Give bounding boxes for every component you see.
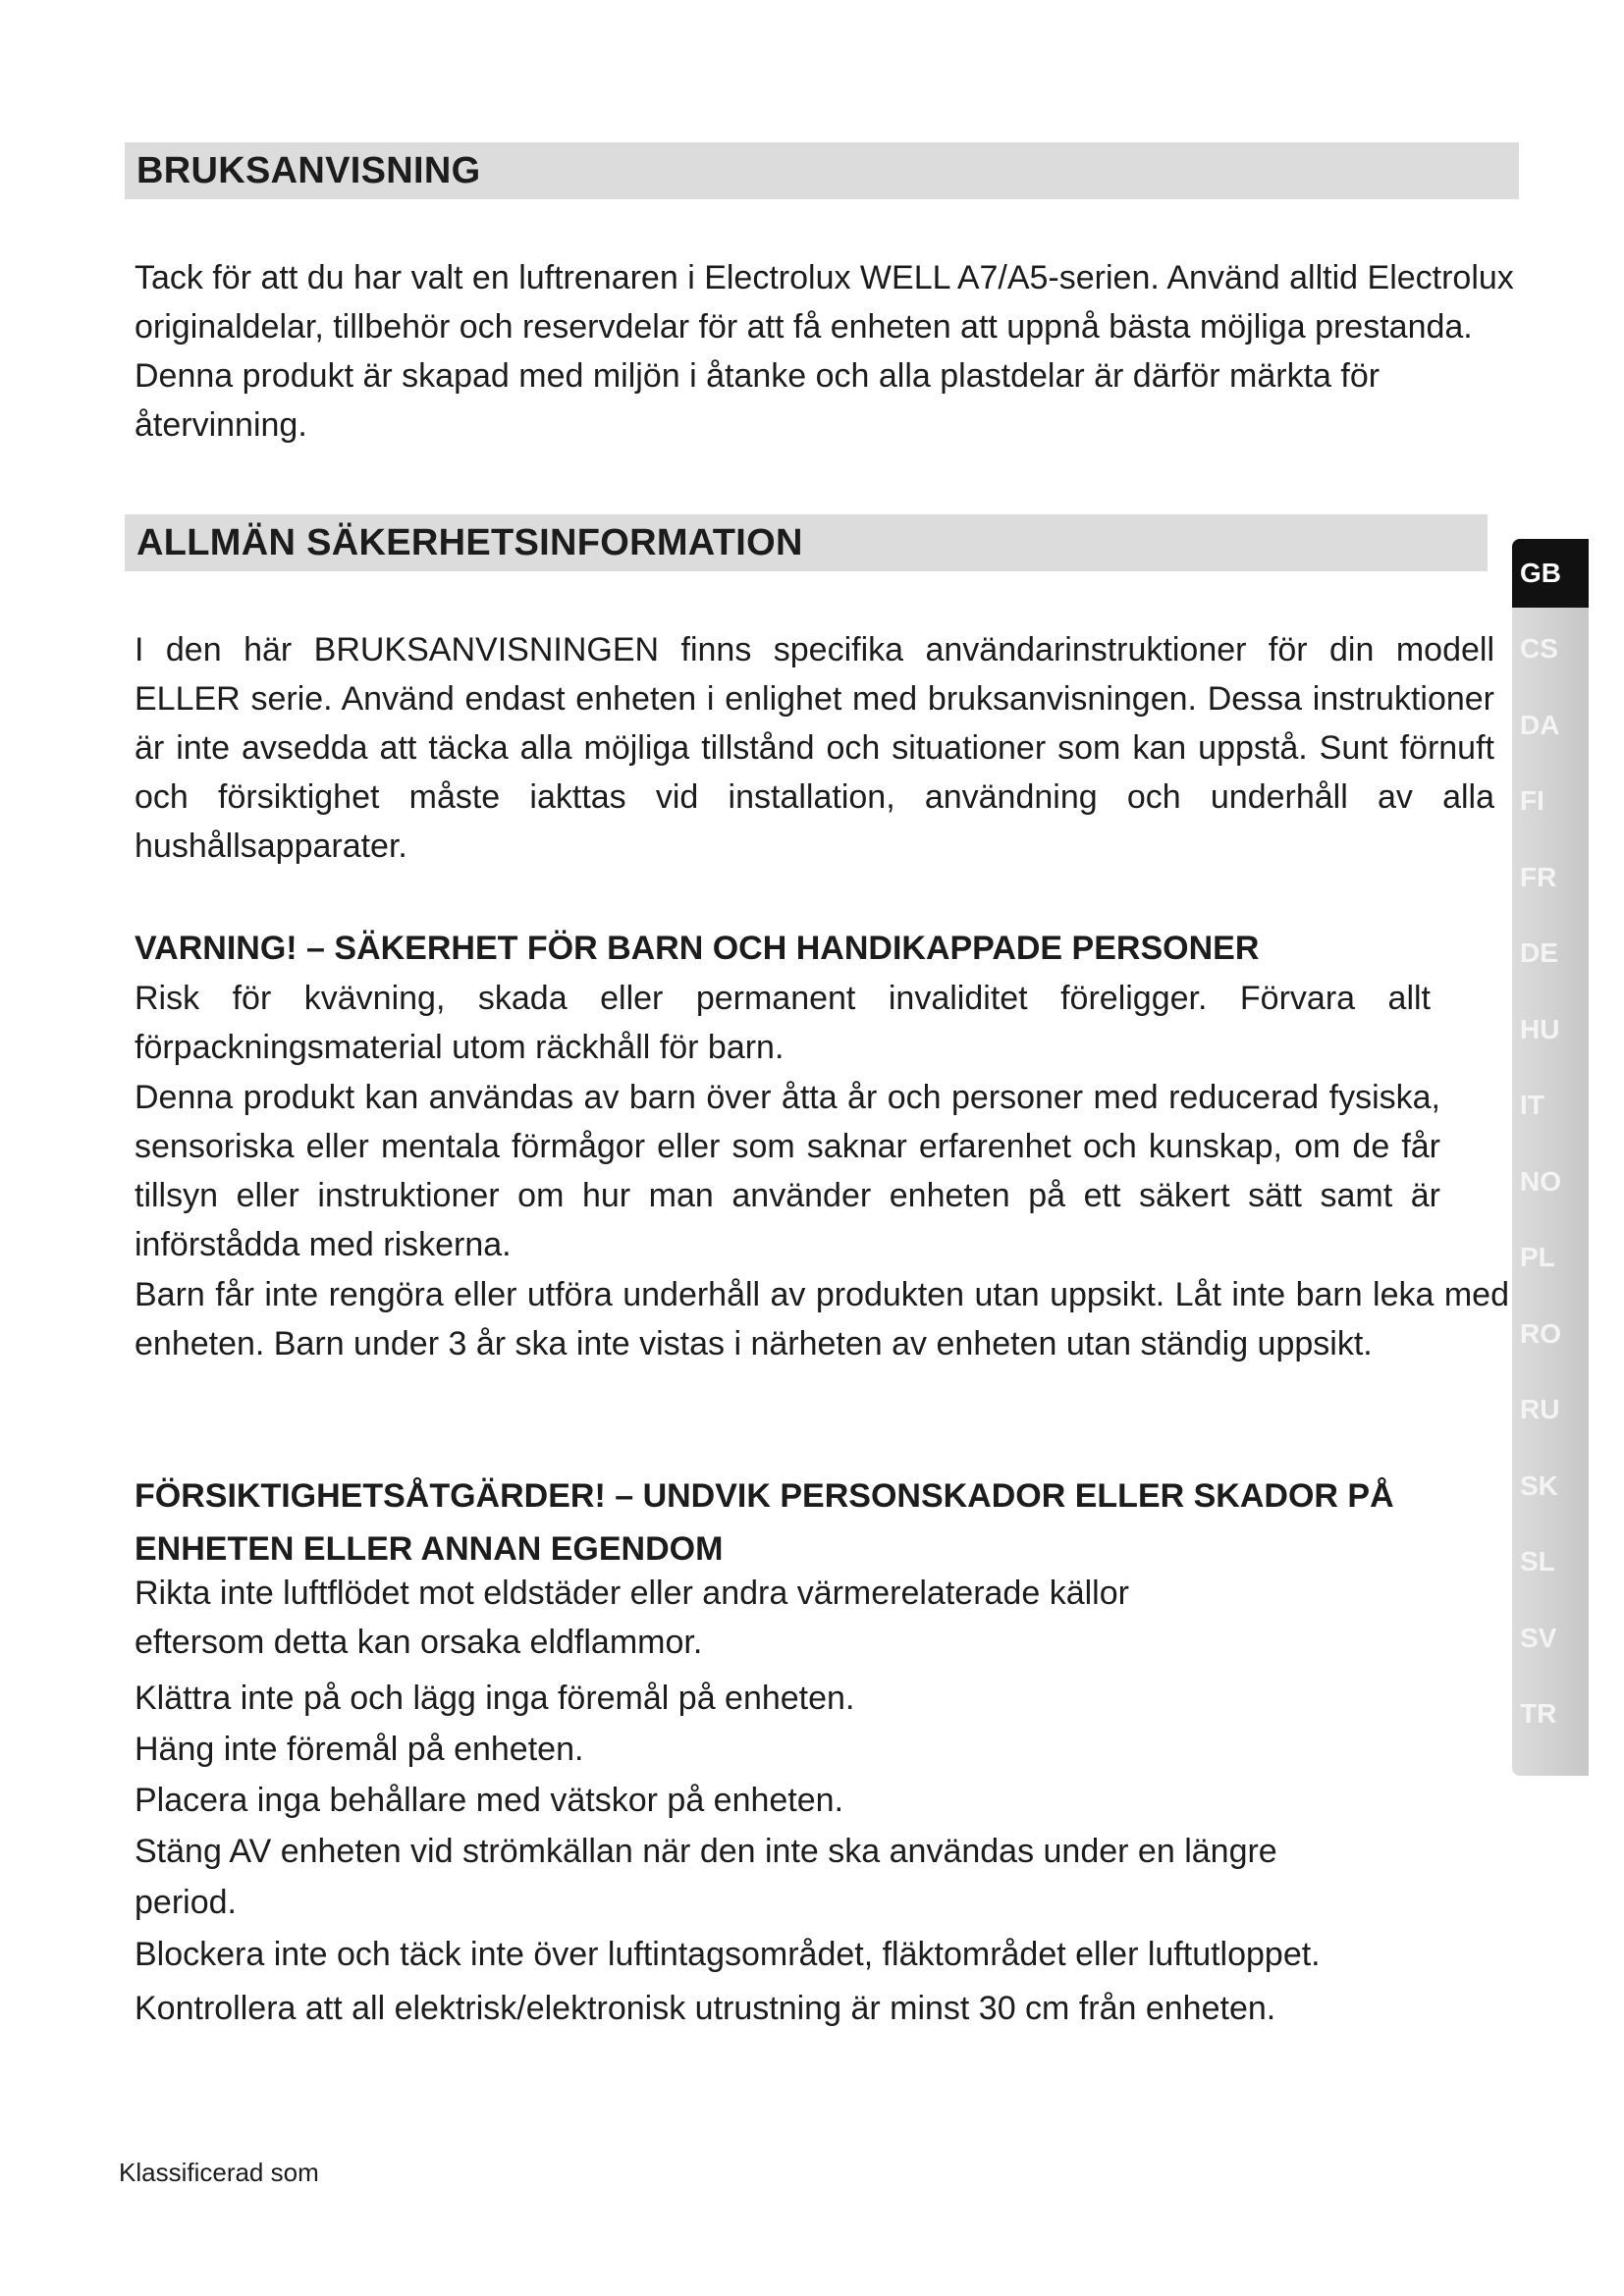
- footer-classification: Klassificerad som: [119, 2158, 319, 2187]
- language-item-sl[interactable]: SL: [1520, 1546, 1555, 1576]
- language-item-fr[interactable]: FR: [1520, 862, 1557, 892]
- warning-children-paragraph-1: Risk för kvävning, skada eller permanent invaliditet föreligger. Förvara allt förpackningsmaterial utom räckhåll för barn.: [135, 980, 1431, 1066]
- language-item-pl[interactable]: PL: [1520, 1242, 1555, 1272]
- precaution-line: eftersom detta kan orsaka eldflammor.: [135, 1624, 703, 1661]
- language-item-fi[interactable]: FI: [1520, 785, 1544, 816]
- language-item-gb[interactable]: GB: [1512, 539, 1589, 608]
- language-item-ro[interactable]: RO: [1520, 1318, 1561, 1349]
- language-item-de[interactable]: DE: [1520, 937, 1558, 968]
- precaution-line: period.: [135, 1884, 237, 1921]
- precaution-line: Rikta inte luftflödet mot eldstäder eller andra värmerelaterade källor: [135, 1575, 1129, 1612]
- precaution-line: Kontrollera att all elektrisk/elektronisk utrustning är minst 30 cm från enheten.: [135, 1990, 1276, 2027]
- section-title-safety: ALLMÄN SÄKERHETSINFORMATION: [136, 522, 803, 563]
- precaution-line: Stäng AV enheten vid strömkällan när den inte ska användas under en längre: [135, 1833, 1277, 1870]
- language-item-cs[interactable]: CS: [1520, 633, 1558, 664]
- language-item-no[interactable]: NO: [1520, 1166, 1561, 1197]
- section-title-manual: BRUKSANVISNING: [136, 150, 481, 191]
- language-item-sk[interactable]: SK: [1520, 1470, 1558, 1501]
- section-bar-manual: [125, 142, 1519, 199]
- general-info-paragraph: I den här BRUKSANVISNINGEN finns specifika användarinstruktioner för din modell ELLER serie. Använd endast enheten i enlighet med bruksanvisningen. Dessa instruktioner är inte avsedda att täcka alla möjliga tillstånd och situationer som kan uppstå. Sunt förnuft och försiktighet måste iakttas vid installation, användning och underhåll av alla hushållsapparater.: [135, 631, 1494, 865]
- intro-paragraph: Tack för att du har valt en luftrenaren i Electrolux WELL A7/A5-serien. Använd alltid Electrolux originaldelar, tillbehör och reservdelar för att få enheten att uppnå bästa möjliga prestanda. Denna produkt är skapad med miljön i åtanke och alla plastdelar är därför märkta för återvinning.: [135, 259, 1514, 444]
- language-item-tr[interactable]: TR: [1520, 1698, 1557, 1729]
- language-item-sv[interactable]: SV: [1520, 1623, 1557, 1653]
- precaution-line: Blockera inte och täck inte över luftintagsområdet, fläktområdet eller luftutloppet.: [135, 1936, 1321, 1973]
- precaution-line: Placera inga behållare med vätskor på enheten.: [135, 1782, 844, 1819]
- section-bar-safety: [125, 514, 1488, 571]
- warning-children-heading: VARNING! – SÄKERHET FÖR BARN OCH HANDIKAPPADE PERSONER: [135, 930, 1260, 967]
- language-tab: [1512, 539, 1589, 1776]
- language-item-da[interactable]: DA: [1520, 710, 1560, 740]
- warning-children-paragraph-2: Denna produkt kan användas av barn över åtta år och personer med reducerad fysiska, sensoriska eller mentala förmågor eller som saknar erfarenhet och kunskap, om de får tillsyn eller instruktioner om hur man använder enheten på ett säkert sätt samt är införstådda med riskerna.: [135, 1079, 1440, 1263]
- warning-children-paragraph-3: Barn får inte rengöra eller utföra underhåll av produkten utan uppsikt. Låt inte barn leka med enheten. Barn under 3 år ska inte vistas i närheten av enheten utan ständig uppsikt.: [135, 1276, 1509, 1362]
- language-item-ru[interactable]: RU: [1520, 1394, 1560, 1424]
- language-item-hu[interactable]: HU: [1520, 1014, 1560, 1044]
- language-item-it[interactable]: IT: [1520, 1090, 1544, 1120]
- precaution-line: Klättra inte på och lägg inga föremål på enheten.: [135, 1680, 855, 1717]
- precautions-heading: FÖRSIKTIGHETSÅTGÄRDER! – UNDVIK PERSONSKADOR ELLER SKADOR PÅ ENHETEN ELLER ANNAN EGENDOM: [135, 1477, 1394, 1568]
- precaution-line: Häng inte föremål på enheten.: [135, 1731, 584, 1768]
